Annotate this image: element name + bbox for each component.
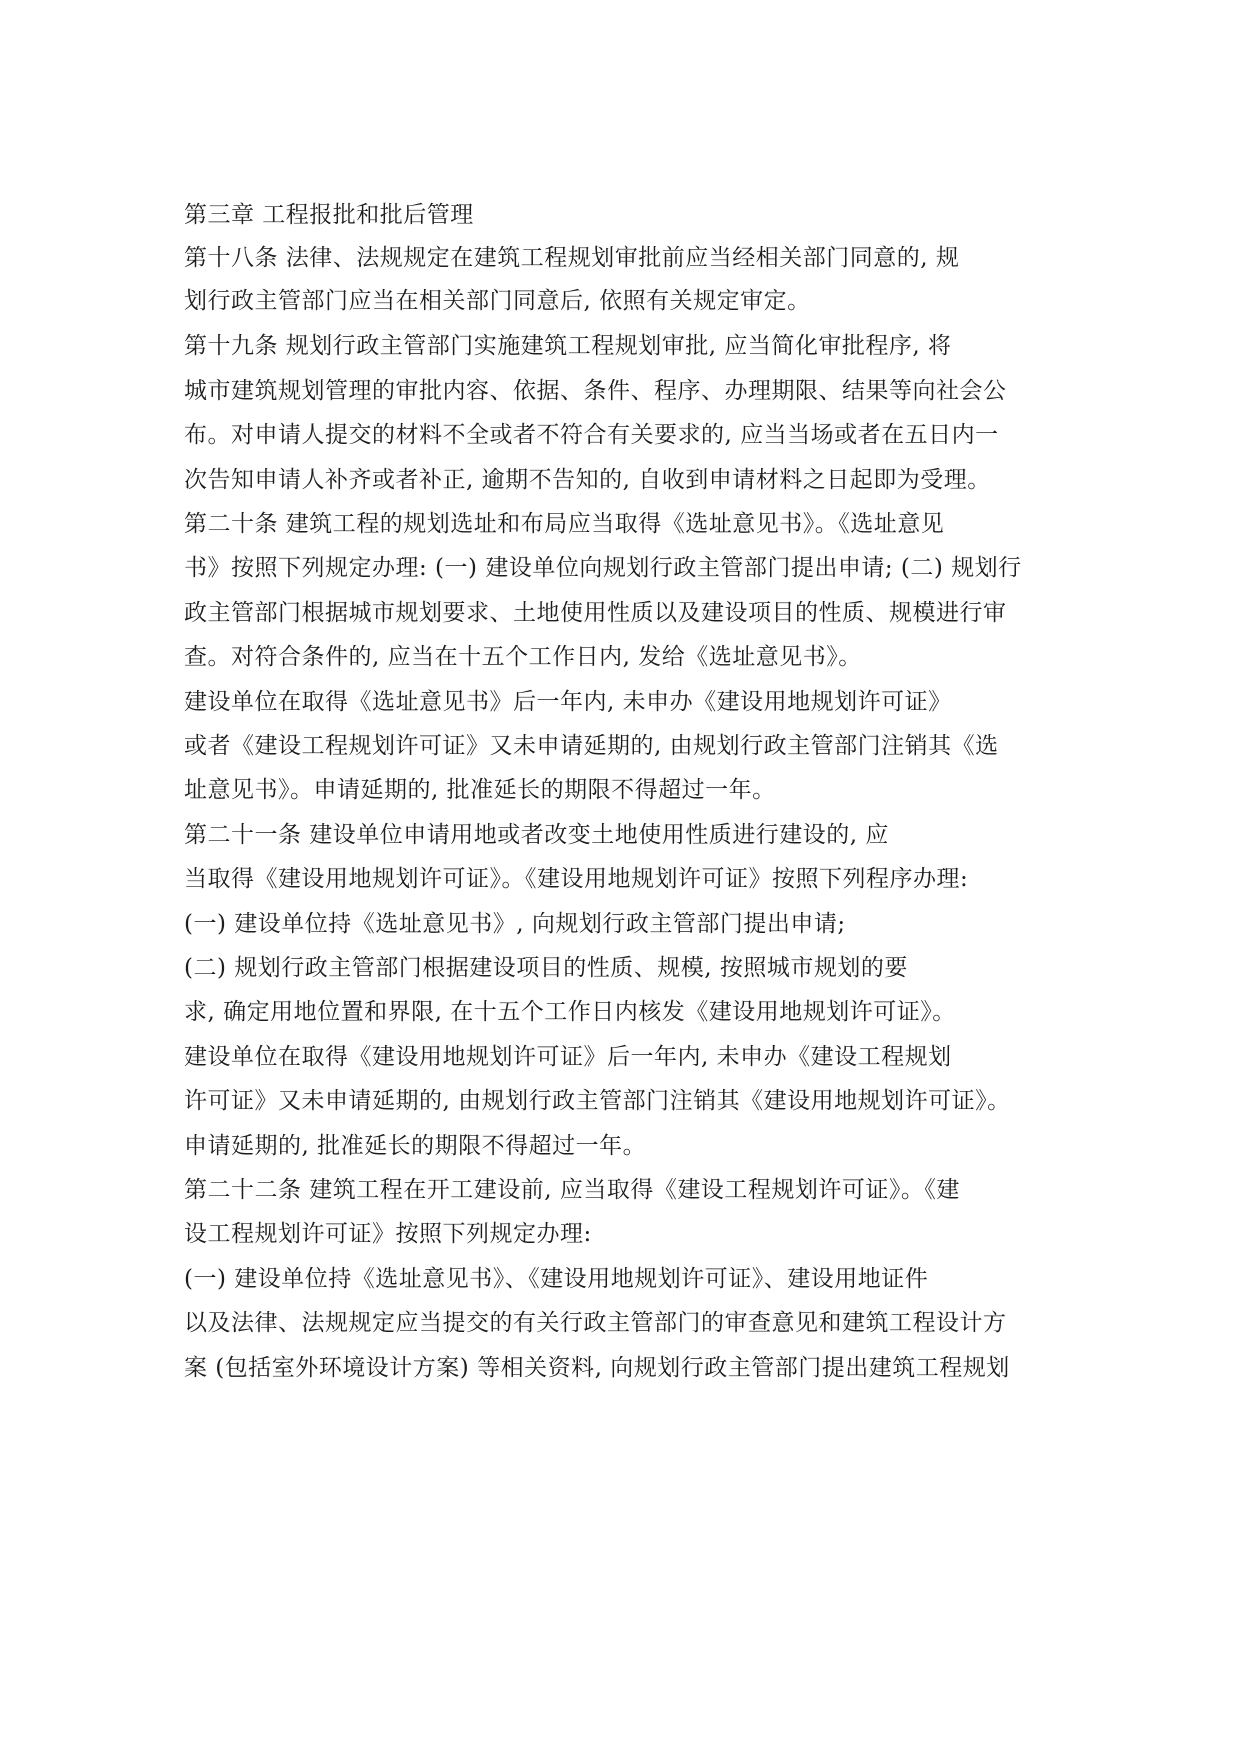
text-line: (一) 建设单位持《选址意见书》、《建设用地规划许可证》、建设用地证件 (184, 1266, 929, 1292)
text-line: 第十九条 规划行政主管部门实施建筑工程规划审批, 应当简化审批程序, 将 (184, 333, 952, 359)
text-line: 第二十二条 建筑工程在开工建设前, 应当取得《建设工程规划许可证》。《建 (184, 1177, 960, 1203)
text-line: 案 (包括室外环境设计方案) 等相关资料, 向规划行政主管部门提出建筑工程规划 (184, 1355, 1010, 1381)
text-line: 书》按照下列规定办理: (一) 建设单位向规划行政主管部门提出申请; (二) 规划行 (184, 555, 1022, 581)
text-line: 布。对申请人提交的材料不全或者不符合有关要求的, 应当当场或者在五日内一 (184, 422, 999, 448)
text-line: 查。对符合条件的, 应当在十五个工作日内, 发给《选址意见书》。 (184, 644, 862, 670)
text-line: 许可证》又未申请延期的, 由规划行政主管部门注销其《建设用地规划许可证》。 (184, 1088, 1011, 1114)
text-line: 政主管部门根据城市规划要求、土地使用性质以及建设项目的性质、规模进行审 (184, 600, 1007, 626)
text-line: 设工程规划许可证》按照下列规定办理: (184, 1221, 592, 1247)
text-line: (二) 规划行政主管部门根据建设项目的性质、规模, 按照城市规划的要 (184, 955, 908, 981)
text-line: 当取得《建设用地规划许可证》。《建设用地规划许可证》按照下列程序办理: (184, 866, 969, 892)
text-line: 址意见书》。申请延期的, 批准延长的期限不得超过一年。 (184, 777, 776, 803)
text-line: 第二十条 建筑工程的规划选址和布局应当取得《选址意见书》。《选址意见 (184, 511, 945, 537)
text-line: (一) 建设单位持《选址意见书》, 向规划行政主管部门提出申请; (184, 911, 846, 937)
text-line: 划行政主管部门应当在相关部门同意后, 依照有关规定审定。 (184, 288, 811, 314)
text-line: 城市建筑规划管理的审批内容、依据、条件、程序、办理期限、结果等向社会公 (184, 378, 1007, 404)
chapter-heading: 第三章 工程报批和批后管理 (184, 202, 474, 228)
text-line: 建设单位在取得《选址意见书》后一年内, 未申办《建设用地规划许可证》 (184, 689, 952, 715)
text-line: 第十八条 法律、法规规定在建筑工程规划审批前应当经相关部门同意的, 规 (184, 245, 960, 271)
text-line: 次告知申请人补齐或者补正, 逾期不告知的, 自收到申请材料之日起即为受理。 (184, 467, 991, 493)
text-line: 或者《建设工程规划许可证》又未申请延期的, 由规划行政主管部门注销其《选 (184, 733, 999, 759)
text-line: 第二十一条 建设单位申请用地或者改变土地使用性质进行建设的, 应 (184, 822, 889, 848)
text-line: 建设单位在取得《建设用地规划许可证》后一年内, 未申办《建设工程规划 (184, 1044, 952, 1070)
text-line: 求, 确定用地位置和界限, 在十五个工作日内核发《建设用地规划许可证》。 (184, 999, 956, 1025)
text-line: 以及法律、法规规定应当提交的有关行政主管部门的审查意见和建筑工程设计方 (184, 1310, 1007, 1336)
text-line: 申请延期的, 批准延长的期限不得超过一年。 (184, 1133, 647, 1159)
